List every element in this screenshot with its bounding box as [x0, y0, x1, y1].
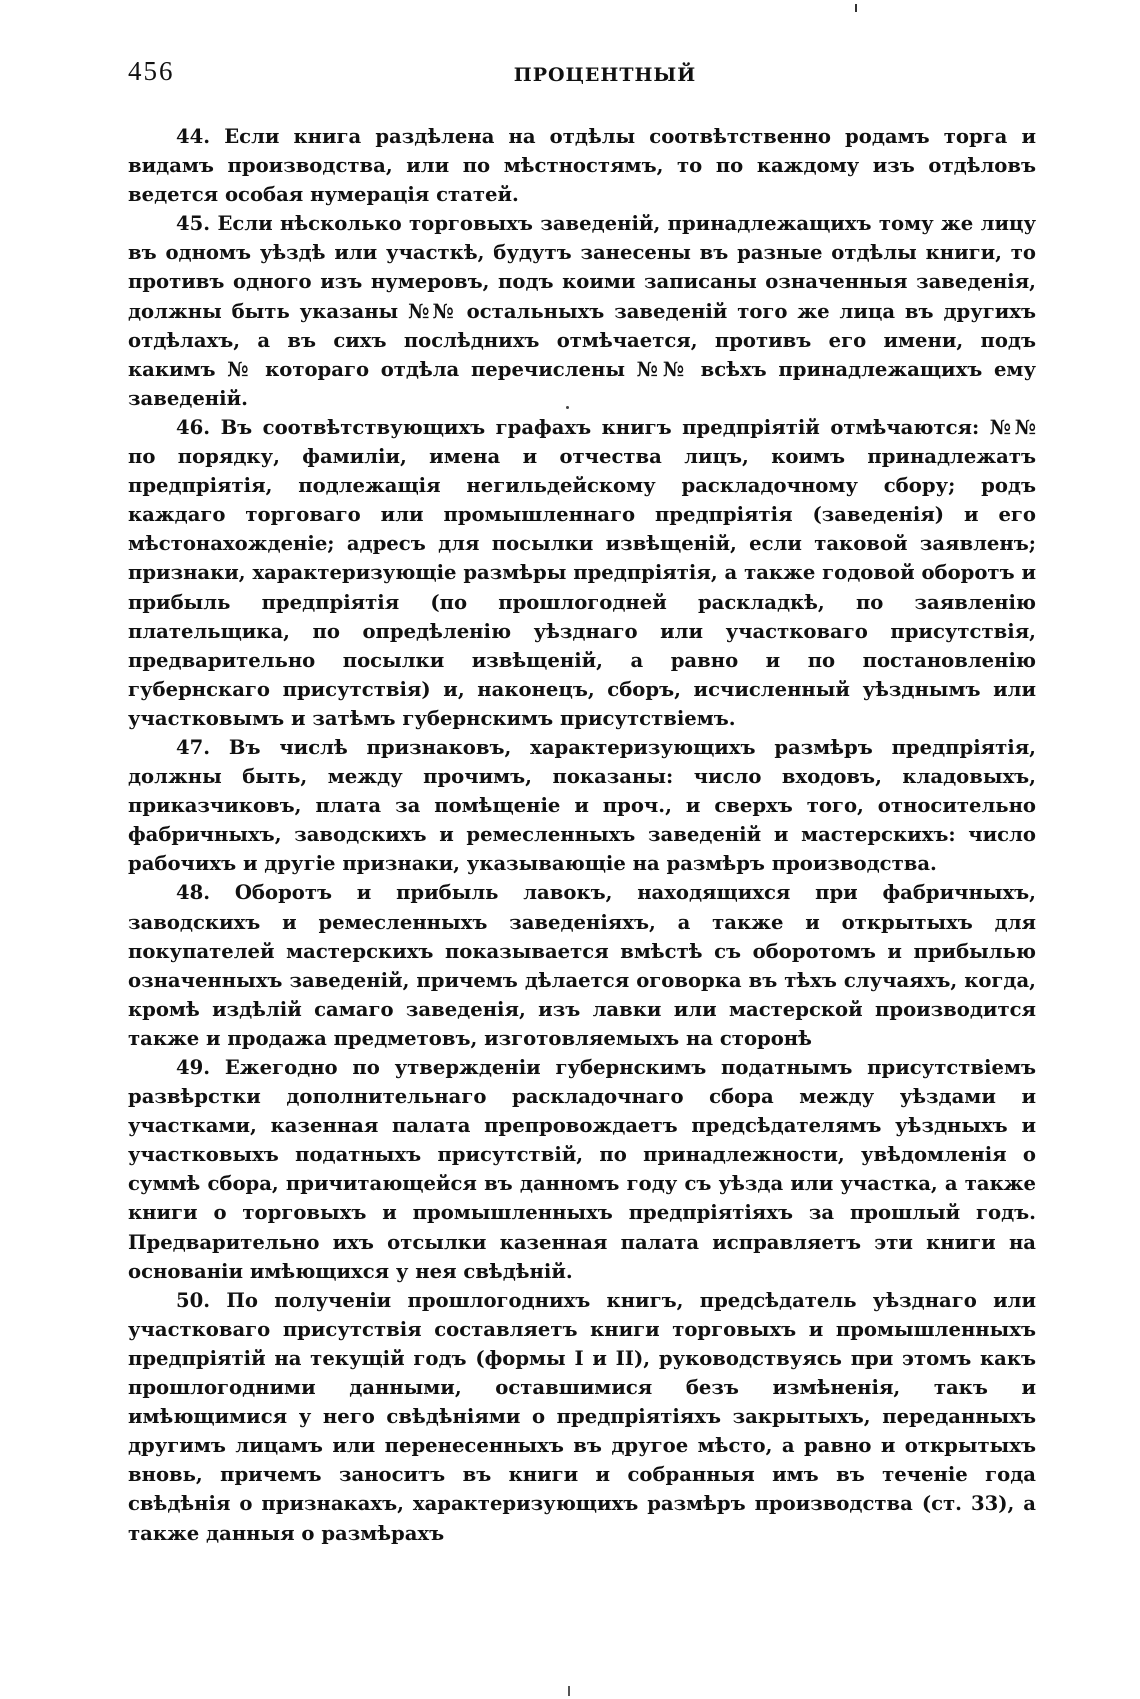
paragraph-44: 44. Если книга раздѣлена на отдѣлы соотвѣтственно родамъ торга и видамъ производства, или по мѣстностямъ, то по каждому изъ отдѣловъ ведется особая нумерація статей.: [128, 125, 1036, 207]
scan-speck: [568, 1686, 570, 1696]
paragraph-45: 45. Если нѣсколько торговыхъ заведеній, принадлежащихъ тому же лицу въ одномъ уѣздѣ или участкѣ, будутъ занесены въ разные отдѣлы книги, то противъ одного изъ нумеровъ, подъ коими записаны означенныя заведенія, должны быть указаны №№ остальныхъ заведеній того же лица въ другихъ отдѣлахъ, а въ сихъ послѣднихъ отмѣчается, противъ его имени, подъ какимъ № котораго отдѣла перечислены №№ всѣхъ принадлежащихъ ему заведеній.: [128, 212, 1036, 410]
paragraph-49: 49. Ежегодно по утвержденіи губернскимъ податнымъ присутствіемъ развѣрстки дополнительнаго раскладочнаго сбора между уѣздами и участками, казенная палата препровождаетъ предсѣдателямъ уѣздныхъ и участковыхъ податныхъ присутствій, по принадлежности, увѣдомленія о суммѣ сбора, причитающейся въ данномъ году съ уѣзда или участка, а также книги о торговыхъ и промышленныхъ предпріятіяхъ за прошлый годъ. Предварительно ихъ отсылки казенная палата исправляетъ эти книги на основаніи имѣющихся у нея свѣдѣній.: [128, 1056, 1036, 1283]
running-title: ПРОЦЕНТНЫЙ: [513, 64, 697, 86]
page-number: 456: [128, 56, 175, 86]
body-text: [128, 122, 1036, 1548]
paragraph-50: 50. По полученіи прошлогоднихъ книгъ, предсѣдатель уѣзднаго или участковаго присутствія составляетъ книги торговыхъ и промышленныхъ предпріятій на текущій годъ (формы I и II), руководствуясь при этомъ какъ прошлогодними данными, оставшимися безъ измѣненія, такъ и имѣющимися у него свѣдѣніями о предпріятіяхъ закрытыхъ, переданныхъ другимъ лицамъ или перенесенныхъ въ другое мѣсто, а равно и открытыхъ вновь, причемъ заноситъ въ книги и собранныя имъ въ теченіе года свѣдѣнія о признакахъ, характеризующихъ размѣръ производства (ст. 33), а также данныя о размѣрахъ: [128, 1288, 1036, 1545]
paragraph-47: 47. Въ числѣ признаковъ, характеризующихъ размѣръ предпріятія, должны быть, между прочимъ, показаны: число входовъ, кладовыхъ, приказчиковъ, плата за помѣщеніе и проч., и сверхъ того, относительно фабричныхъ, заводскихъ и ремесленныхъ заведеній и мастерскихъ: число рабочихъ и другіе признаки, указывающіе на размѣръ производства.: [128, 735, 1036, 876]
paragraph-48: 48. Оборотъ и прибыль лавокъ, находящихся при фабричныхъ, заводскихъ и ремесленныхъ заведеніяхъ, а также и открытыхъ для покупателей мастерскихъ показывается вмѣстѣ съ оборотомъ и прибылью означенныхъ заведеній, причемъ дѣлается оговорка въ тѣхъ случаяхъ, когда, кромѣ издѣлій самаго заведенія, изъ лавки или мастерской производится также и продажа предметовъ, изготовляемыхъ на сторонѣ: [128, 881, 1036, 1050]
scan-speck: [566, 406, 569, 409]
scan-speck: [855, 4, 857, 12]
paragraph-46: 46. Въ соотвѣтствующихъ графахъ книгъ предпріятій отмѣчаются: №№ по порядку, фамиліи, имена и отчества лицъ, коимъ принадлежатъ предпріятія, подлежащія негильдейскому раскладочному сбору; родъ каждаго торговаго или промышленнаго предпріятія (заведенія) и его мѣстонахожденіе; адресъ для посылки извѣщеній, если таковой заявленъ; признаки, характеризующіе размѣры предпріятія, а также годовой оборотъ и прибыль предпріятія (по прошлогодней раскладкѣ, по заявленію плательщика, по опредѣленію уѣзднаго или участковаго присутствія, предварительно посылки извѣщеній, а равно и по постановленію губернскаго присутствія) и, наконецъ, сборъ, исчисленный уѣзднымъ или участковымъ и затѣмъ губернскимъ присутствіемъ.: [128, 415, 1036, 730]
